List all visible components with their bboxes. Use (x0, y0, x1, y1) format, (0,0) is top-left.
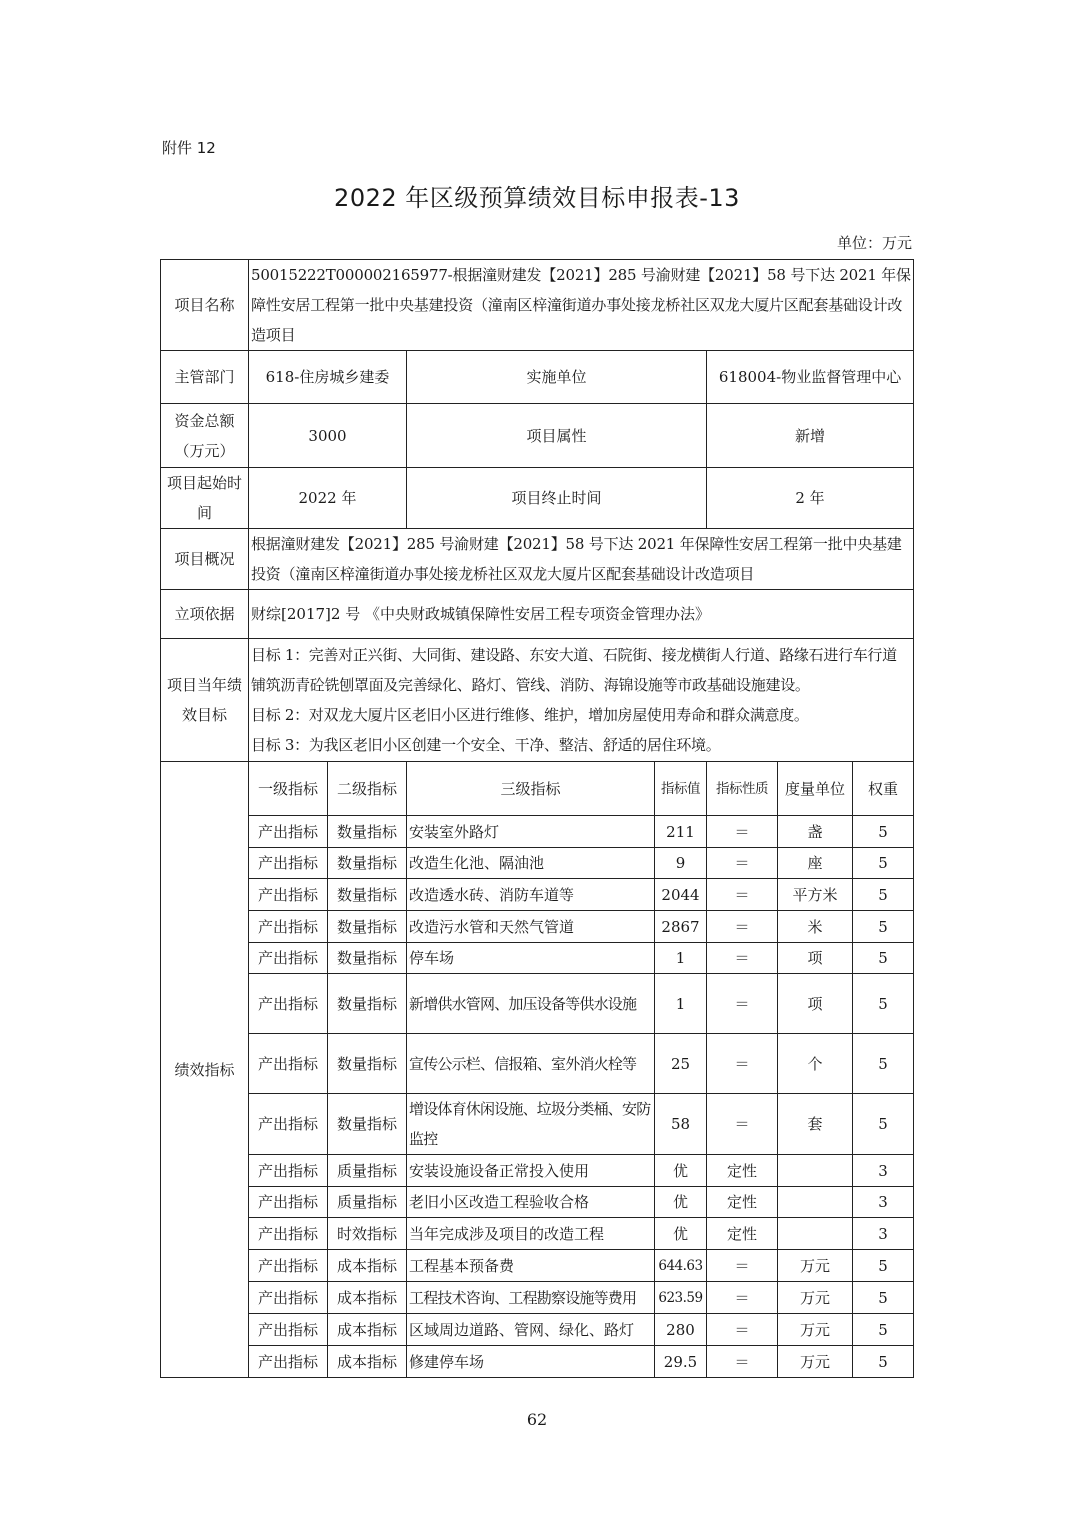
metric-level3: 安装室外路灯 (407, 816, 655, 848)
metric-row (161, 1034, 914, 1094)
metric-weight: 5 (853, 816, 914, 848)
metric-level3: 改造透水砖、消防车道等 (407, 879, 655, 911)
metric-level1: 产出指标 (249, 1034, 328, 1094)
metric-row (161, 1187, 914, 1218)
end-time-label: 项目终止时间 (407, 468, 707, 529)
metric-unit: 米 (778, 911, 853, 943)
dept-value: 618-住房城乡建委 (249, 351, 407, 404)
metric-level1: 产出指标 (249, 943, 328, 974)
page-number: 62 (526, 1410, 548, 1429)
metric-level3: 宣传公示栏、信报箱、室外消火栓等 (407, 1034, 655, 1094)
project-name-value: 50015222T000002165977-根据潼财建发【2021】285 号渝财建【2021】58 号下达 2021 年保障性安居工程第一批中央基建投资（潼南区梓潼街道办事处接龙桥社区双龙大厦片区配套基础设计改造项目 (249, 260, 914, 351)
metric-value: 优 (655, 1218, 707, 1250)
metric-nature: ＝ (707, 1094, 778, 1155)
page-title: 2022 年区级预算绩效目标申报表-13 (334, 184, 740, 212)
metric-value: 644.63 (655, 1250, 707, 1282)
metric-level2: 成本指标 (328, 1250, 407, 1282)
metric-weight: 5 (853, 974, 914, 1034)
end-time-value: 2 年 (707, 468, 914, 529)
metric-nature: ＝ (707, 1282, 778, 1314)
metric-nature: ＝ (707, 848, 778, 879)
metric-weight: 5 (853, 943, 914, 974)
metric-row (161, 816, 914, 848)
goal-item: 目标 3：为我区老旧小区创建一个安全、干净、整洁、舒适的居住环境。 (251, 736, 721, 754)
metric-level2: 数量指标 (328, 848, 407, 879)
metric-weight: 5 (853, 1314, 914, 1346)
metric-row (161, 879, 914, 911)
metric-level1: 产出指标 (249, 974, 328, 1034)
basis-label: 立项依据 (161, 590, 249, 639)
col-header-l2: 二级指标 (328, 762, 407, 816)
metric-weight: 3 (853, 1155, 914, 1187)
metric-nature: ＝ (707, 943, 778, 974)
metric-level2: 数量指标 (328, 943, 407, 974)
metric-row (161, 1155, 914, 1187)
metric-nature: ＝ (707, 1034, 778, 1094)
metric-level2: 成本指标 (328, 1346, 407, 1378)
metric-level3: 停车场 (407, 943, 655, 974)
goals-label: 项目当年绩效目标 (161, 639, 249, 762)
metric-level2: 成本指标 (328, 1282, 407, 1314)
metric-level3: 增设体育休闲设施、垃圾分类桶、安防监控 (407, 1094, 655, 1155)
metric-level1: 产出指标 (249, 1187, 328, 1218)
metric-nature: ＝ (707, 1250, 778, 1282)
metric-row (161, 848, 914, 879)
metric-unit: 项 (778, 974, 853, 1034)
metric-weight: 5 (853, 1034, 914, 1094)
metric-level1: 产出指标 (249, 1094, 328, 1155)
col-header-l3: 三级指标 (407, 762, 655, 816)
row-fund (161, 404, 914, 468)
metric-value: 623.59 (655, 1282, 707, 1314)
metric-level2: 质量指标 (328, 1187, 407, 1218)
row-time (161, 468, 914, 529)
metric-row (161, 943, 914, 974)
metric-weight: 5 (853, 1282, 914, 1314)
basis-value: 财综[2017]2 号 《中央财政城镇保障性安居工程专项资金管理办法》 (249, 590, 914, 639)
metric-value: 58 (655, 1094, 707, 1155)
metric-nature: 定性 (707, 1218, 778, 1250)
metric-level2: 数量指标 (328, 879, 407, 911)
metrics-header-row (161, 762, 914, 816)
metric-level2: 数量指标 (328, 816, 407, 848)
metric-weight: 5 (853, 879, 914, 911)
metric-nature: ＝ (707, 911, 778, 943)
metric-unit (778, 1187, 853, 1218)
metric-value: 2867 (655, 911, 707, 943)
metric-nature: ＝ (707, 1346, 778, 1378)
goal-item: 目标 1：完善对正兴街、大同街、建设路、东安大道、石院街、接龙横街人行道、路缘石进行车行道铺筑沥青砼铣刨罩面及完善绿化、路灯、管线、消防、海锦设施等市政基础设施建设。 (251, 646, 897, 694)
goals-value (249, 639, 914, 762)
row-goals (161, 639, 914, 762)
metric-level3: 当年完成涉及项目的改造工程 (407, 1218, 655, 1250)
metric-unit: 万元 (778, 1314, 853, 1346)
attr-value: 新增 (707, 404, 914, 468)
attachment-label: 附件 12 (162, 139, 216, 157)
metric-level3: 老旧小区改造工程验收合格 (407, 1187, 655, 1218)
metric-weight: 5 (853, 848, 914, 879)
metric-level2: 质量指标 (328, 1155, 407, 1187)
metric-level1: 产出指标 (249, 1155, 328, 1187)
metric-level2: 数量指标 (328, 974, 407, 1034)
metric-level1: 产出指标 (249, 911, 328, 943)
metric-row (161, 1282, 914, 1314)
metric-row (161, 1346, 914, 1378)
unit-label: 单位：万元 (836, 234, 912, 252)
fund-label: 资金总额（万元） (161, 404, 249, 468)
metric-level2: 数量指标 (328, 1034, 407, 1094)
metric-nature: 定性 (707, 1155, 778, 1187)
row-overview (161, 529, 914, 590)
metric-unit: 个 (778, 1034, 853, 1094)
metric-level3: 区域周边道路、管网、绿化、路灯 (407, 1314, 655, 1346)
metric-value: 优 (655, 1187, 707, 1218)
metrics-section-label: 绩效指标 (161, 762, 249, 1378)
metric-unit: 盏 (778, 816, 853, 848)
overview-label: 项目概况 (161, 529, 249, 590)
impl-unit-label: 实施单位 (407, 351, 707, 404)
fund-value: 3000 (249, 404, 407, 468)
metric-level1: 产出指标 (249, 848, 328, 879)
metric-unit (778, 1218, 853, 1250)
metric-nature: ＝ (707, 974, 778, 1034)
metric-value: 211 (655, 816, 707, 848)
metric-unit: 万元 (778, 1282, 853, 1314)
metric-nature: ＝ (707, 879, 778, 911)
metric-level2: 数量指标 (328, 911, 407, 943)
col-header-l1: 一级指标 (249, 762, 328, 816)
metric-level1: 产出指标 (249, 1314, 328, 1346)
metric-weight: 5 (853, 1346, 914, 1378)
metric-row (161, 1218, 914, 1250)
metric-row (161, 1250, 914, 1282)
col-header-value: 指标值 (655, 762, 707, 816)
goal-item: 目标 2：对双龙大厦片区老旧小区进行维修、维护，增加房屋使用寿命和群众满意度。 (251, 706, 809, 724)
metric-row (161, 1314, 914, 1346)
metric-value: 2044 (655, 879, 707, 911)
metric-unit: 万元 (778, 1250, 853, 1282)
metric-weight: 3 (853, 1218, 914, 1250)
metric-row (161, 974, 914, 1034)
metric-level3: 修建停车场 (407, 1346, 655, 1378)
metric-level1: 产出指标 (249, 879, 328, 911)
metric-level3: 新增供水管网、加压设备等供水设施 (407, 974, 655, 1034)
metric-value: 280 (655, 1314, 707, 1346)
metric-unit (778, 1155, 853, 1187)
metric-level1: 产出指标 (249, 1218, 328, 1250)
metric-level2: 时效指标 (328, 1218, 407, 1250)
project-name-label: 项目名称 (161, 260, 249, 351)
metric-level3: 改造生化池、隔油池 (407, 848, 655, 879)
col-header-weight: 权重 (853, 762, 914, 816)
metric-nature: ＝ (707, 1314, 778, 1346)
metric-level3: 工程基本预备费 (407, 1250, 655, 1282)
overview-value: 根据潼财建发【2021】285 号渝财建【2021】58 号下达 2021 年保障性安居工程第一批中央基建投资（潼南区梓潼街道办事处接龙桥社区双龙大厦片区配套基础设计改造项目 (249, 529, 914, 590)
metric-unit: 平方米 (778, 879, 853, 911)
row-project-name (161, 260, 914, 351)
metric-level1: 产出指标 (249, 1282, 328, 1314)
dept-label: 主管部门 (161, 351, 249, 404)
metric-weight: 5 (853, 911, 914, 943)
metric-weight: 3 (853, 1187, 914, 1218)
metric-value: 25 (655, 1034, 707, 1094)
metric-unit: 万元 (778, 1346, 853, 1378)
impl-unit-value: 618004-物业监督管理中心 (707, 351, 914, 404)
metric-unit: 座 (778, 848, 853, 879)
metric-level1: 产出指标 (249, 1250, 328, 1282)
metric-value: 1 (655, 943, 707, 974)
metric-weight: 5 (853, 1250, 914, 1282)
metric-level1: 产出指标 (249, 1346, 328, 1378)
metric-level2: 成本指标 (328, 1314, 407, 1346)
metric-row (161, 911, 914, 943)
metric-nature: ＝ (707, 816, 778, 848)
budget-performance-table (160, 259, 914, 1378)
metric-unit: 项 (778, 943, 853, 974)
metric-level3: 安装设施设备正常投入使用 (407, 1155, 655, 1187)
metric-nature: 定性 (707, 1187, 778, 1218)
col-header-nature: 指标性质 (707, 762, 778, 816)
metric-value: 1 (655, 974, 707, 1034)
attr-label: 项目属性 (407, 404, 707, 468)
metric-level3: 改造污水管和天然气管道 (407, 911, 655, 943)
metric-level2: 数量指标 (328, 1094, 407, 1155)
metric-level1: 产出指标 (249, 816, 328, 848)
metric-row (161, 1094, 914, 1155)
metric-value: 9 (655, 848, 707, 879)
metric-unit: 套 (778, 1094, 853, 1155)
metric-value: 优 (655, 1155, 707, 1187)
row-basis (161, 590, 914, 639)
metric-weight: 5 (853, 1094, 914, 1155)
row-department (161, 351, 914, 404)
metric-level3: 工程技术咨询、工程勘察设施等费用 (407, 1282, 655, 1314)
col-header-unit: 度量单位 (778, 762, 853, 816)
start-time-value: 2022 年 (249, 468, 407, 529)
metric-value: 29.5 (655, 1346, 707, 1378)
start-time-label: 项目起始时间 (161, 468, 249, 529)
